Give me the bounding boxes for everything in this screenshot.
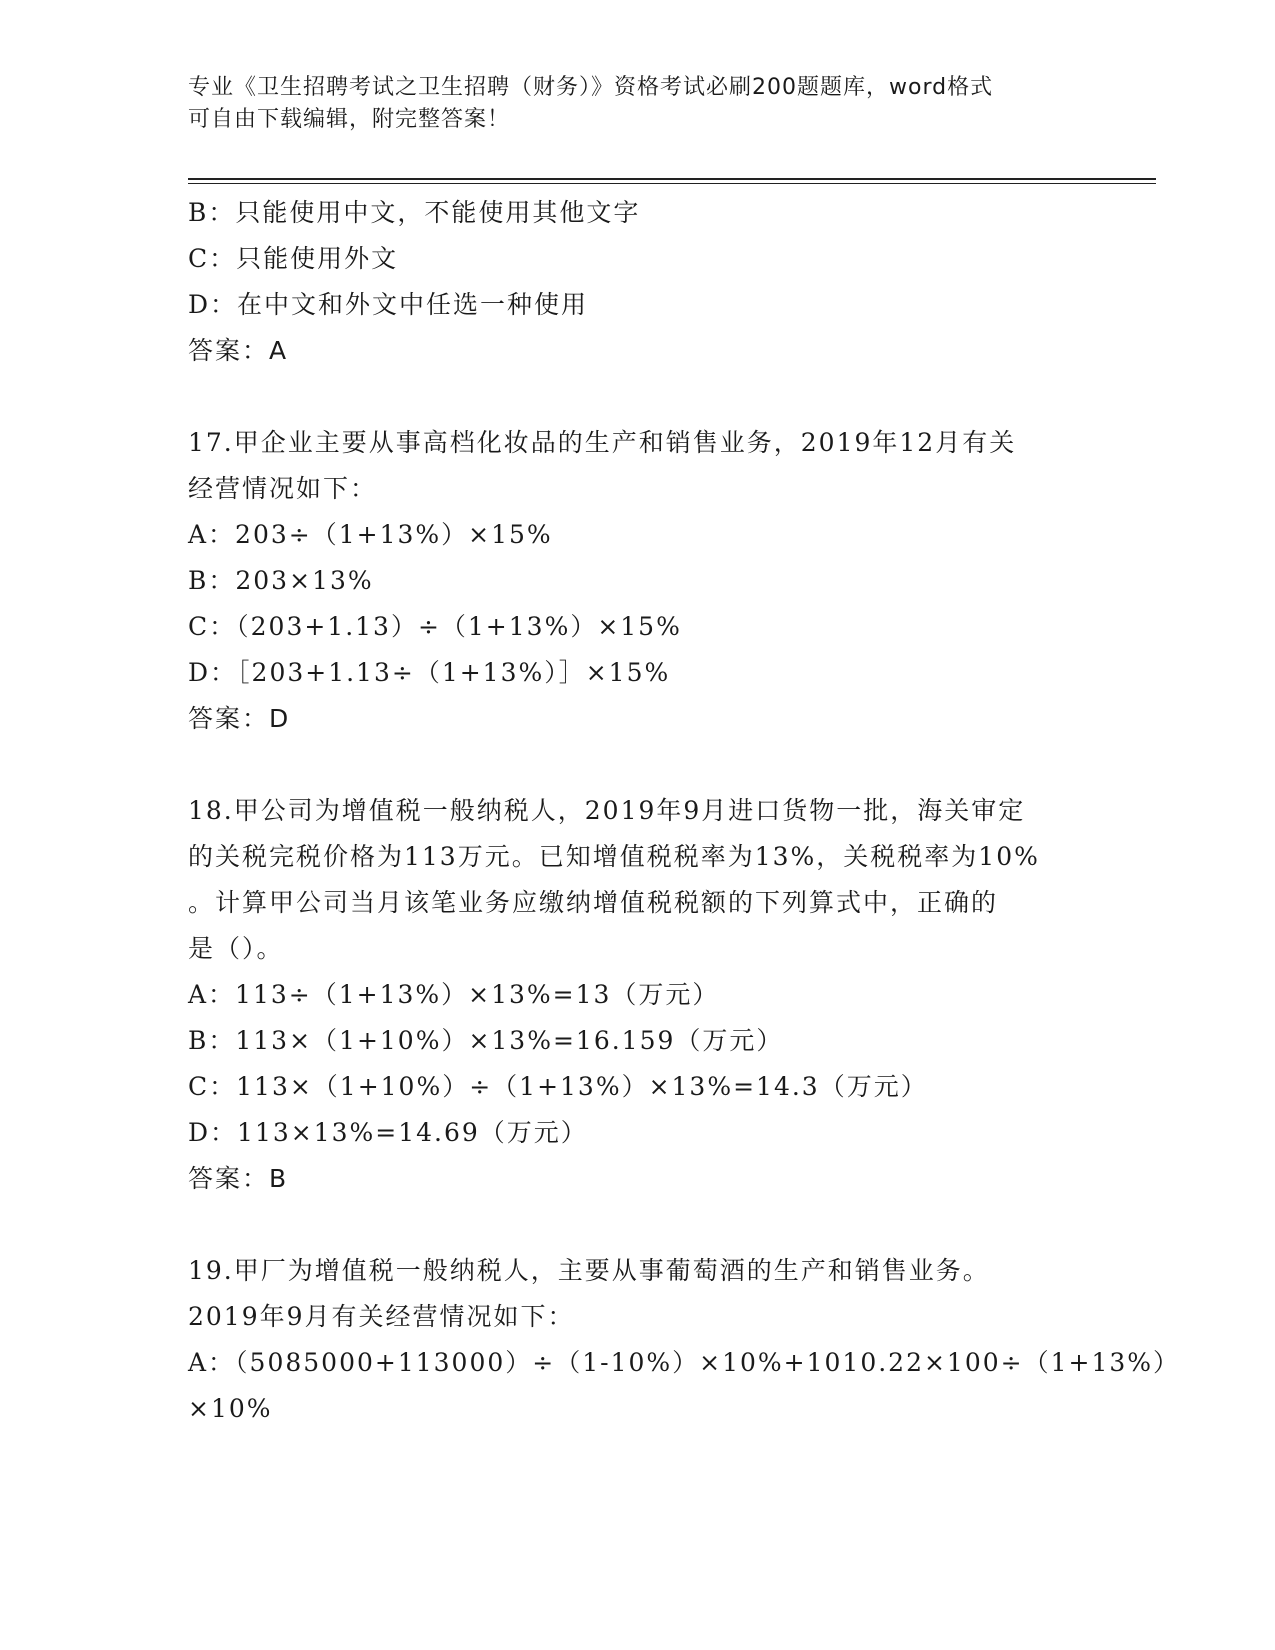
spacer: [188, 374, 1088, 420]
question-stem-line: 18.甲公司为增值税一般纳税人，2019年9月进口货物一批，海关审定: [188, 796, 1026, 825]
question-19: [188, 1248, 1181, 1432]
header-double-rule: [188, 178, 1156, 184]
question-stem-line: 2019年9月有关经营情况如下：: [188, 1302, 575, 1331]
answer-label: 答案：D: [188, 704, 291, 733]
option-c: C：只能使用外文: [188, 244, 399, 273]
option-b: B：113×（1+10%）×13%=16.159（万元）: [188, 1026, 784, 1055]
option-d: D：113×13%=14.69（万元）: [188, 1118, 588, 1147]
option-b: B：只能使用中文，不能使用其他文字: [188, 198, 641, 227]
question-16-fragment: [188, 190, 1088, 374]
question-18: [188, 788, 1088, 1202]
header-line-2: 可自由下载编辑，附完整答案！: [188, 107, 511, 132]
question-stem-line: 的关税完税价格为113万元。已知增值税税率为13%，关税税率为10%: [188, 842, 1040, 871]
document-body: [188, 190, 1181, 1432]
answer-label: 答案：A: [188, 336, 289, 365]
spacer: [188, 742, 1088, 788]
option-d: D：［203+1.13÷（1+13%）］×15%: [188, 658, 671, 687]
page-header: [188, 72, 1088, 136]
option-d: D：在中文和外文中任选一种使用: [188, 290, 589, 319]
question-stem-line: 。计算甲公司当月该笔业务应缴纳增值税税额的下列算式中，正确的: [188, 888, 999, 917]
option-b: B：203×13%: [188, 566, 374, 595]
option-a: A：203÷（1+13%）×15%: [188, 520, 553, 549]
spacer: [188, 1202, 1088, 1248]
question-stem-line: 19.甲厂为增值税一般纳税人，主要从事葡萄酒的生产和销售业务。: [188, 1256, 990, 1285]
header-line-1: 专业《卫生招聘考试之卫生招聘（财务）》资格考试必刷200题题库，word格式: [188, 75, 994, 100]
option-a-continued: ×10%: [188, 1394, 273, 1423]
answer-label: 答案：B: [188, 1164, 289, 1193]
option-c: C：113×（1+10%）÷（1+13%）×13%=14.3（万元）: [188, 1072, 928, 1101]
question-stem-line: 经营情况如下：: [188, 474, 378, 503]
option-c: C：（203+1.13）÷（1+13%）×15%: [188, 612, 682, 641]
question-stem-line: 17.甲企业主要从事高档化妆品的生产和销售业务，2019年12月有关: [188, 428, 1017, 457]
question-17: [188, 420, 1088, 742]
option-a: A：（5085000+113000）÷（1-10%）×10%+1010.22×100÷（1+13%）: [188, 1348, 1181, 1377]
option-a: A：113÷（1+13%）×13%=13（万元）: [188, 980, 720, 1009]
question-stem-line: 是（）。: [188, 934, 284, 963]
